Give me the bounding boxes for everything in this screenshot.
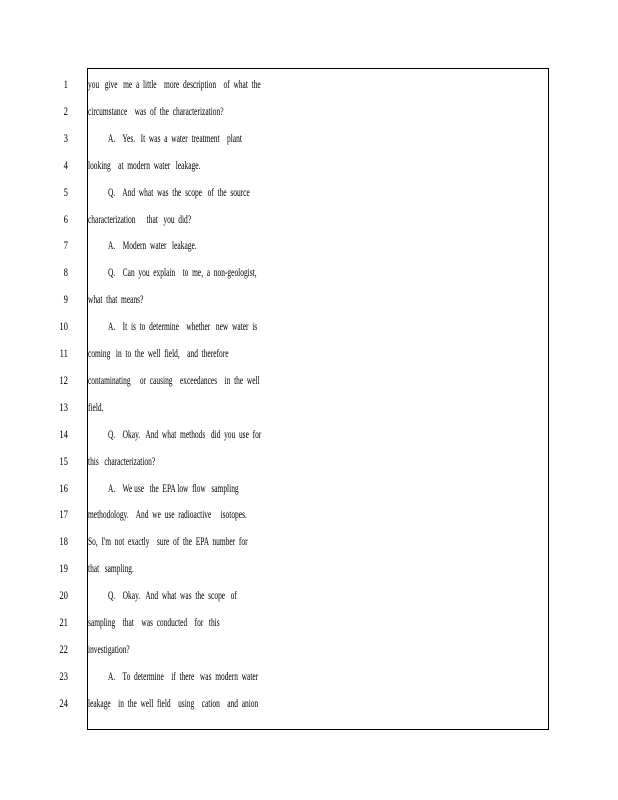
- transcript-line: [0, 586, 618, 604]
- transcript-line: [0, 236, 618, 254]
- line-number: 8: [63, 265, 68, 280]
- line-text: investigation?: [88, 641, 130, 656]
- line-number: 2: [63, 103, 68, 118]
- line-text: Q. Okay. And what methods did you use for: [108, 426, 262, 441]
- transcript-line: [0, 129, 618, 147]
- line-number: 10: [59, 319, 68, 334]
- line-number: 21: [59, 615, 68, 629]
- transcript-line: [0, 371, 618, 389]
- line-number: 4: [63, 157, 68, 172]
- line-number: 11: [59, 346, 68, 360]
- line-text: A. To determine if there was modern water: [108, 668, 259, 683]
- transcript-line: [0, 452, 618, 470]
- line-text: contaminating or causing exceedances in the well: [88, 372, 260, 387]
- line-text: you give me a little more description of what the: [88, 77, 261, 91]
- transcript-line: [0, 210, 618, 228]
- transcript-line: [0, 317, 618, 335]
- line-text: leakage in the well field using cation and anion: [88, 695, 259, 710]
- transcript-line: [0, 183, 618, 201]
- transcript-line: [0, 290, 618, 308]
- transcript-line: [0, 156, 618, 174]
- line-text: looking at modern water leakage.: [88, 157, 201, 172]
- line-text: coming in to the well field, and therefore: [88, 346, 229, 360]
- transcript-line: [0, 425, 618, 443]
- line-text: field.: [88, 399, 104, 414]
- line-number: 6: [63, 211, 68, 226]
- line-number: 7: [63, 238, 68, 253]
- line-text: A. It is to determine whether new water is: [108, 319, 258, 334]
- transcript-line: [0, 398, 618, 416]
- line-number: 17: [59, 507, 68, 522]
- line-number: 5: [63, 184, 68, 199]
- line-number: 20: [59, 588, 68, 603]
- transcript-line: [0, 263, 618, 281]
- transcript-line: [0, 694, 618, 712]
- line-text: sampling that was conducted for this: [88, 615, 220, 629]
- line-number: 14: [59, 426, 68, 441]
- line-text: this characterization?: [88, 453, 156, 468]
- line-text: A. Yes. It was a water treatment plant: [108, 130, 242, 145]
- line-text: methodology. And we use radioactive isotopes.: [88, 507, 247, 522]
- line-text: characterization that you did?: [88, 211, 192, 226]
- line-number: 12: [59, 372, 68, 387]
- line-number: 9: [63, 292, 68, 307]
- line-text: Q. Okay. And what was the scope of: [108, 588, 237, 603]
- line-text: that sampling.: [88, 561, 134, 576]
- line-number: 19: [59, 561, 68, 576]
- line-number: 13: [59, 399, 68, 414]
- transcript-line: [0, 559, 618, 577]
- line-number: 22: [59, 641, 68, 656]
- transcript-line: [0, 505, 618, 523]
- line-number: 24: [59, 695, 68, 710]
- transcript-line: [0, 102, 618, 120]
- line-number: 16: [59, 480, 68, 495]
- transcript-line: [0, 613, 618, 631]
- line-number: 23: [59, 668, 68, 683]
- line-number: 1: [63, 77, 68, 91]
- line-number: 18: [59, 534, 68, 549]
- transcript-line: [0, 532, 618, 550]
- transcript-line: [0, 479, 618, 497]
- line-text: Q. Can you explain to me, a non-geologist,: [108, 265, 257, 280]
- line-number: 15: [59, 453, 68, 468]
- line-text: So, I'm not exactly sure of the EPA number for: [88, 534, 248, 549]
- transcript-line: [0, 640, 618, 658]
- transcript-line: [0, 344, 618, 362]
- line-text: circumstance was of the characterization?: [88, 103, 224, 118]
- transcript-line: [0, 667, 618, 685]
- line-text: A. Modern water leakage.: [108, 238, 197, 253]
- line-text: A. We use the EPA low flow sampling: [108, 480, 239, 495]
- line-text: what that means?: [88, 292, 144, 307]
- line-text: Q. And what was the scope of the source: [108, 184, 250, 199]
- transcript-line: [0, 75, 618, 93]
- line-number: 3: [63, 130, 68, 145]
